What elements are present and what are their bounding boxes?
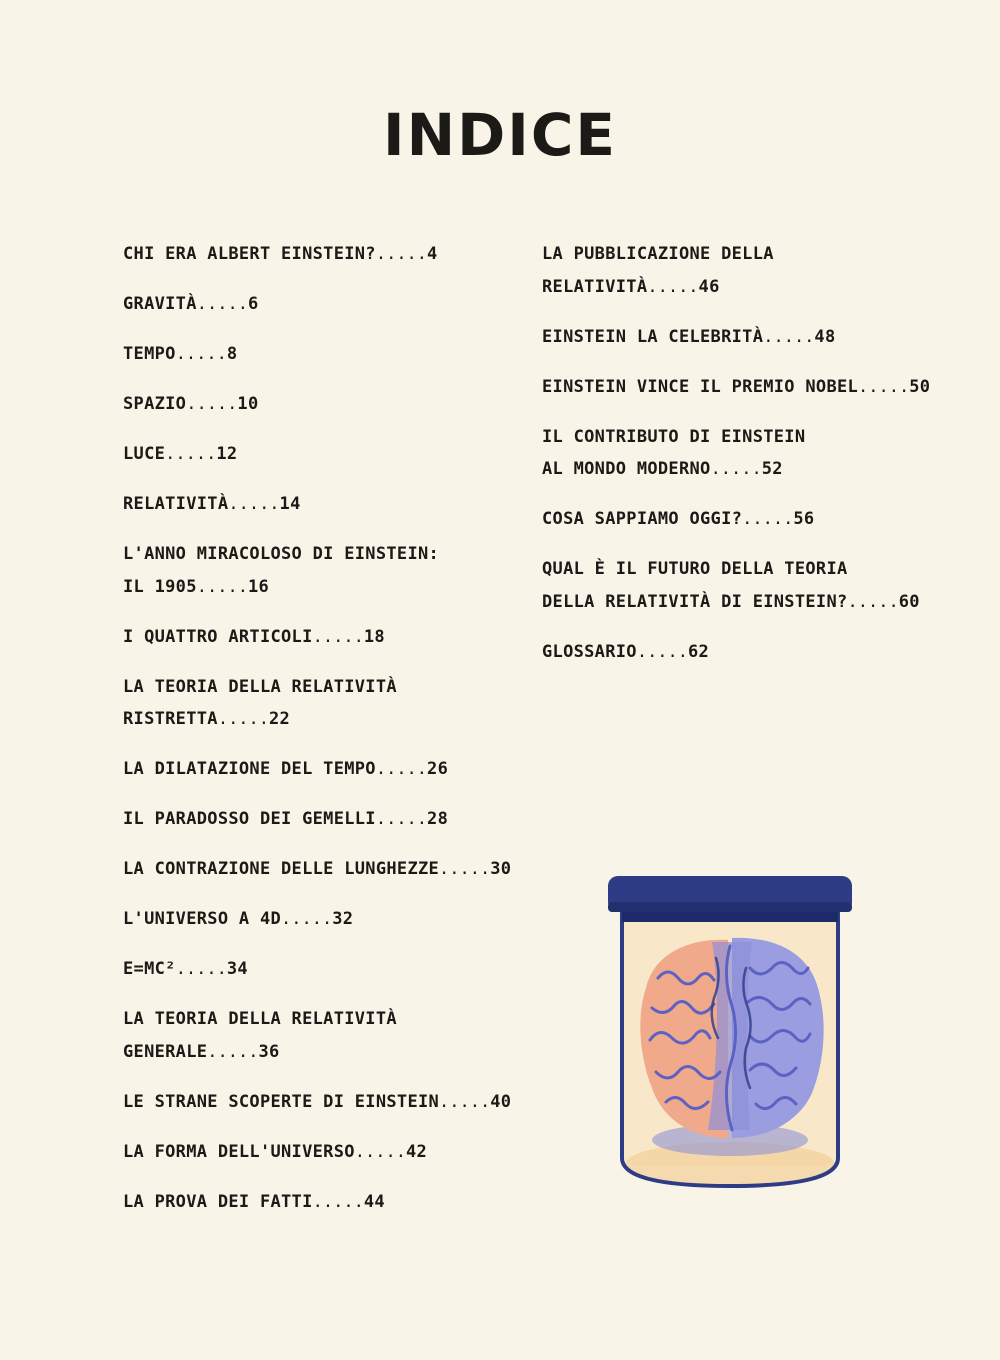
- toc-page-number: 36: [258, 1041, 280, 1062]
- toc-page-number: 16: [247, 576, 270, 597]
- toc-leader-dots: .....: [636, 641, 689, 662]
- toc-entry-line: [123, 803, 523, 836]
- toc-leader-dots: .....: [763, 326, 815, 347]
- toc-page-number: 6: [247, 294, 259, 314]
- toc-entry-line: [123, 1003, 523, 1036]
- toc-entry-title: LA DILATAZIONE DEL TEMPO: [123, 759, 376, 779]
- toc-entry: [123, 288, 523, 321]
- toc-entry: [123, 488, 523, 521]
- toc-left-column: [123, 238, 523, 1218]
- toc-page-number: 62: [688, 641, 710, 662]
- toc-leader-dots: .....: [175, 959, 227, 979]
- toc-leader-dots: .....: [312, 626, 364, 647]
- toc-entry: [123, 803, 523, 836]
- brain-jar-illustration: [600, 868, 860, 1198]
- toc-entry: [542, 421, 902, 486]
- toc-entry-title: GLOSSARIO: [542, 641, 637, 662]
- toc-page-number: 18: [363, 626, 385, 647]
- toc-entry: [123, 953, 523, 986]
- toc-entry-line: [123, 288, 523, 321]
- toc-page-number: 10: [237, 394, 259, 414]
- toc-entry-line: [542, 238, 902, 271]
- toc-entry: [542, 553, 920, 618]
- toc-entry: [123, 388, 523, 421]
- toc-entry-line: [123, 571, 523, 604]
- toc-entry-title: SPAZIO: [123, 394, 187, 414]
- toc-entry: [123, 1136, 523, 1169]
- toc-leader-dots: .....: [228, 494, 280, 514]
- toc-entry-line: [123, 1036, 523, 1069]
- toc-leader-dots: .....: [858, 376, 910, 397]
- toc-entry-line: [123, 238, 523, 271]
- toc-page-number: 60: [898, 591, 920, 612]
- toc-entry-title: AL MONDO MODERNO: [542, 459, 711, 479]
- toc-entry: [123, 1186, 523, 1219]
- toc-entry-title: LA CONTRAZIONE DELLE LUNGHEZZE: [123, 859, 440, 879]
- toc-entry: [123, 438, 523, 471]
- toc-entry: [542, 371, 931, 404]
- toc-entry-line: [123, 953, 523, 986]
- toc-entry: [542, 503, 902, 536]
- toc-leader-dots: .....: [175, 344, 227, 364]
- toc-entry: [542, 321, 902, 354]
- toc-page-number: 40: [490, 1091, 512, 1112]
- toc-entry: [123, 1086, 523, 1119]
- toc-leader-dots: .....: [439, 859, 491, 879]
- toc-leader-dots: .....: [647, 276, 699, 297]
- toc-entry-line: [542, 636, 902, 669]
- toc-entry-title: L'ANNO MIRACOLOSO DI EINSTEIN:: [123, 544, 440, 564]
- toc-entry-line: [123, 538, 523, 571]
- toc-entry: [123, 753, 523, 786]
- toc-page-number: 44: [363, 1191, 385, 1212]
- toc-entry-title: IL 1905: [123, 576, 197, 597]
- toc-leader-dots: .....: [312, 1191, 364, 1212]
- toc-entry-line: [123, 338, 523, 371]
- toc-entry-title: CHI ERA ALBERT EINSTEIN?: [123, 244, 376, 264]
- toc-entry-line: [123, 1136, 523, 1169]
- toc-entry: [123, 853, 523, 886]
- toc-leader-dots: .....: [375, 809, 428, 829]
- toc-entry-line: [123, 621, 523, 654]
- toc-entry-title: LA FORMA DELL'UNIVERSO: [123, 1141, 355, 1162]
- toc-entry-line: [542, 271, 902, 304]
- toc-entry-title: DELLA RELATIVITÀ DI EINSTEIN?: [542, 591, 848, 612]
- page-title: INDICE: [382, 101, 618, 169]
- toc-page-number: 32: [332, 909, 354, 929]
- toc-leader-dots: .....: [710, 459, 762, 479]
- toc-entry-title: I QUATTRO ARTICOLI: [123, 626, 313, 647]
- toc-entry-title: EINSTEIN LA CELEBRITÀ: [542, 326, 764, 347]
- toc-page-number: 48: [814, 326, 836, 347]
- toc-entry-title: GENERALE: [123, 1041, 208, 1062]
- toc-leader-dots: .....: [217, 709, 270, 729]
- toc-entry-title: LA TEORIA DELLA RELATIVITÀ: [123, 1009, 397, 1029]
- toc-entry: [542, 238, 902, 303]
- toc-entry: [123, 338, 523, 371]
- toc-entry-line: [542, 453, 902, 486]
- toc-entry-title: LA PUBBLICAZIONE DELLA: [542, 244, 774, 264]
- toc-entry-title: RELATIVITÀ: [123, 494, 229, 514]
- toc-entry-title: RELATIVITÀ: [542, 276, 648, 297]
- toc-entry-line: [123, 1086, 523, 1119]
- toc-page-number: 56: [793, 509, 815, 529]
- toc-leader-dots: .....: [439, 1091, 491, 1112]
- toc-entry: [123, 1003, 523, 1068]
- toc-leader-dots: .....: [354, 1141, 406, 1162]
- toc-entry-line: [123, 488, 523, 521]
- toc-entry: [123, 238, 523, 271]
- toc-entry-line: [542, 421, 902, 454]
- toc-page-number: 26: [427, 759, 449, 779]
- toc-entry-title: LA TEORIA DELLA RELATIVITÀ: [123, 676, 397, 697]
- toc-page-number: 22: [269, 709, 291, 729]
- toc-entry-line: [123, 703, 523, 736]
- toc-entry-title: IL CONTRIBUTO DI EINSTEIN: [542, 426, 806, 447]
- toc-entry-title: QUAL È IL FUTURO DELLA TEORIA: [542, 559, 848, 579]
- toc-page-number: 42: [405, 1141, 428, 1162]
- toc-entry-line: [123, 438, 523, 471]
- toc-leader-dots: .....: [165, 444, 217, 464]
- toc-entry: [542, 636, 902, 669]
- toc-leader-dots: .....: [207, 1041, 259, 1062]
- toc-leader-dots: .....: [742, 509, 794, 529]
- toc-entry-line: [542, 321, 902, 354]
- toc-entry: [123, 538, 523, 603]
- toc-entry-line: [123, 388, 523, 421]
- toc-entry-title: COSA SAPPIAMO OGGI?: [542, 509, 743, 529]
- toc-entry-title: LUCE: [123, 444, 166, 464]
- toc-entry: [123, 903, 523, 936]
- toc-entry-title: L'UNIVERSO A 4D: [123, 909, 282, 929]
- toc-entry-line: [542, 586, 920, 619]
- toc-entry-title: TEMPO: [123, 344, 176, 364]
- toc-leader-dots: .....: [847, 591, 899, 612]
- toc-entry: [123, 621, 523, 654]
- toc-right-column: [542, 238, 931, 668]
- toc-page-number: 30: [490, 859, 512, 879]
- toc-entry-title: IL PARADOSSO DEI GEMELLI: [123, 809, 376, 829]
- toc-leader-dots: .....: [186, 394, 238, 414]
- toc-entry-line: [542, 503, 902, 536]
- toc-leader-dots: .....: [375, 244, 428, 264]
- toc-page-number: 52: [761, 459, 783, 479]
- toc-entry: [123, 671, 523, 736]
- toc-entry-title: RISTRETTA: [123, 709, 218, 729]
- toc-page-number: 50: [909, 376, 931, 397]
- toc-page-number: 12: [216, 444, 238, 464]
- toc-entry-line: [123, 753, 523, 786]
- toc-page-number: 34: [226, 959, 248, 979]
- toc-leader-dots: .....: [196, 294, 248, 314]
- toc-entry-line: [123, 671, 523, 704]
- toc-page-number: 4: [427, 244, 438, 264]
- toc-page-number: 14: [279, 494, 301, 514]
- toc-entry-title: LE STRANE SCOPERTE DI EINSTEIN: [123, 1091, 440, 1112]
- toc-leader-dots: .....: [375, 759, 428, 779]
- toc-leader-dots: .....: [281, 909, 333, 929]
- toc-entry-title: LA PROVA DEI FATTI: [123, 1191, 313, 1212]
- toc-entry-line: [123, 853, 523, 886]
- toc-page-number: 8: [226, 344, 238, 364]
- toc-page-number: 46: [698, 276, 720, 297]
- toc-entry-title: GRAVITÀ: [123, 294, 197, 314]
- toc-entry-line: [123, 1186, 523, 1219]
- toc-entry-title: E=MC²: [123, 959, 176, 979]
- toc-entry-line: [123, 903, 523, 936]
- toc-entry-line: [542, 371, 931, 404]
- toc-page-number: 28: [427, 809, 449, 829]
- toc-entry-line: [542, 553, 902, 586]
- toc-entry-title: EINSTEIN VINCE IL PREMIO NOBEL: [542, 376, 859, 397]
- toc-leader-dots: .....: [196, 576, 248, 597]
